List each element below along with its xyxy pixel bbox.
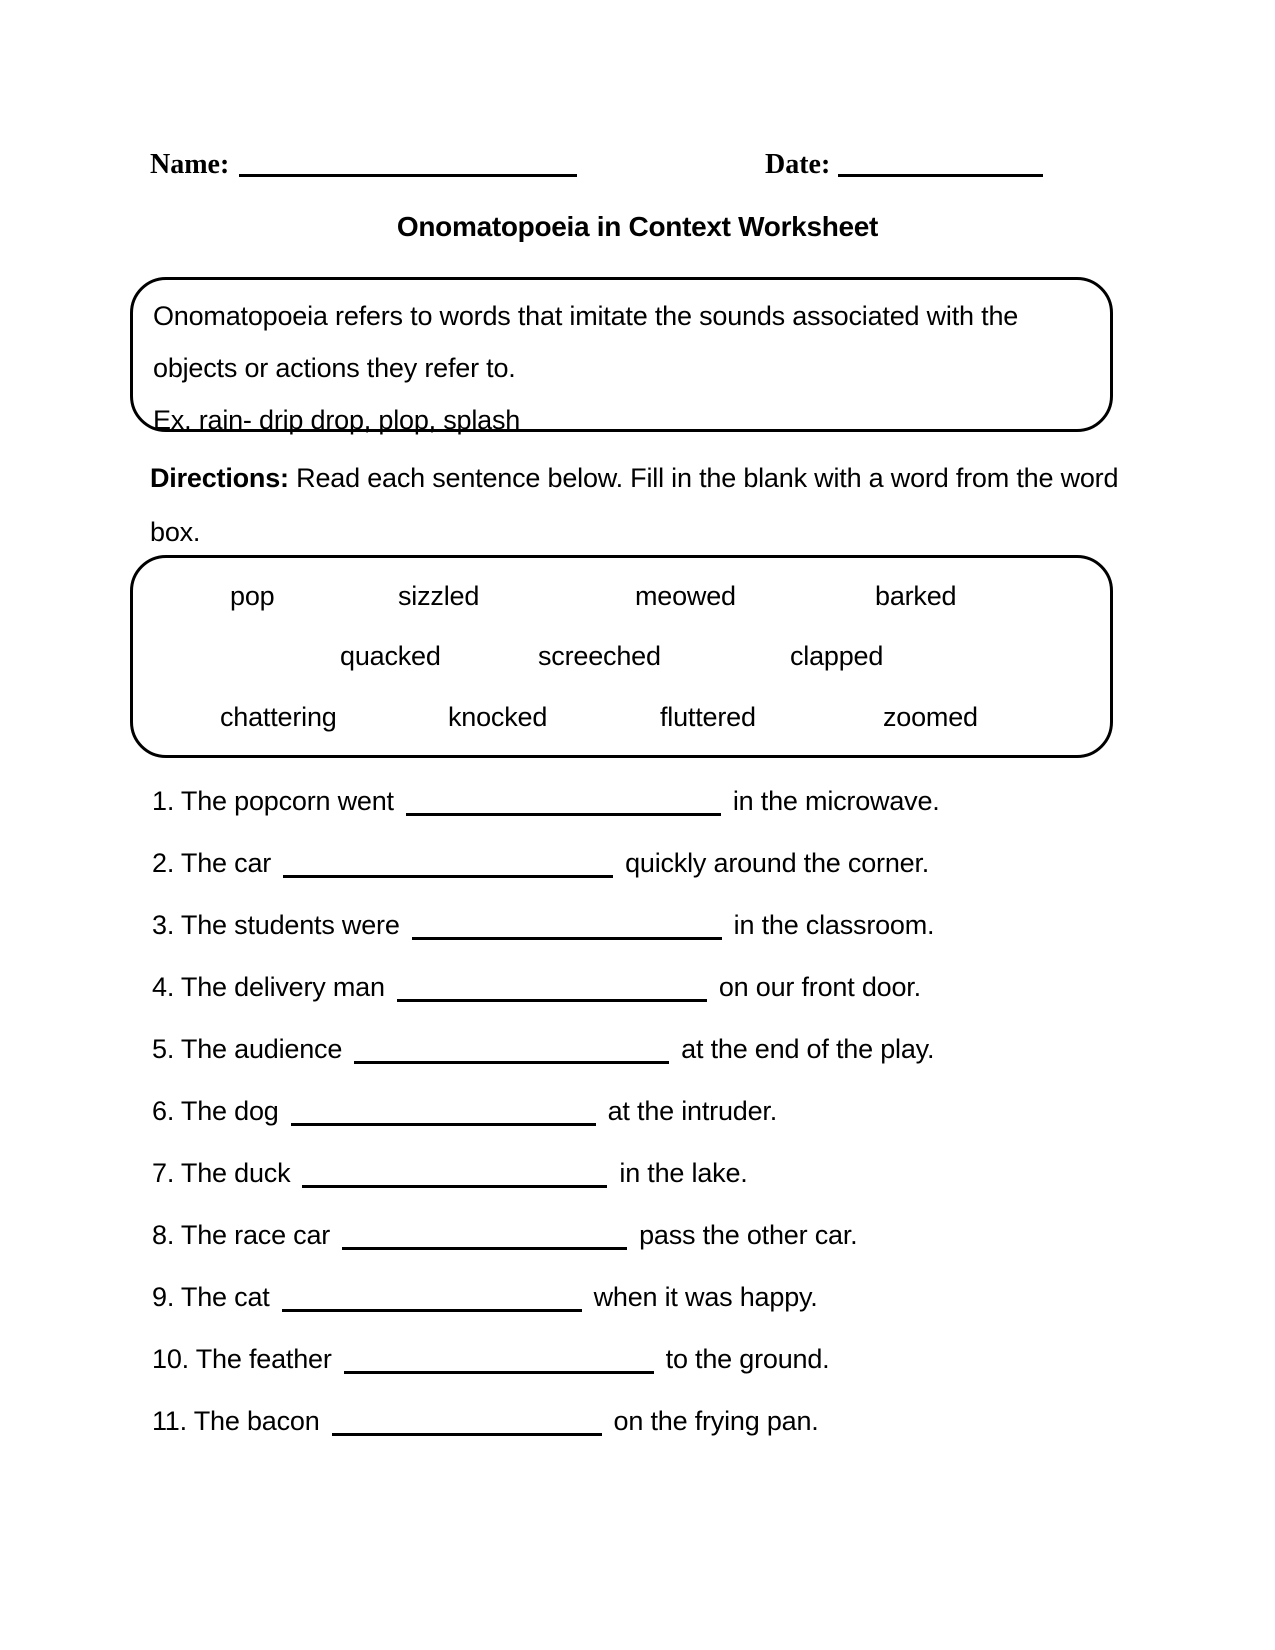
sentence-item	[152, 1080, 940, 1142]
sentence-suffix: on our front door.	[718, 972, 921, 1002]
definition-box	[130, 277, 1113, 435]
directions-label: Directions:	[150, 463, 289, 493]
sentence-prefix: 11. The bacon	[152, 1406, 320, 1436]
definition-line: objects or actions they refer to.	[153, 353, 516, 383]
word-bank-word: zoomed	[883, 702, 978, 732]
sentence-suffix: in the classroom.	[733, 910, 935, 940]
definition-line: Ex. rain- drip drop, plop, splash	[153, 405, 521, 435]
directions-text: Read each sentence below. Fill in the blank with a word from the word	[296, 463, 1119, 493]
name-field-group	[150, 150, 577, 184]
sentence-suffix: in the lake.	[619, 1158, 748, 1188]
word-bank-word: knocked	[448, 702, 548, 732]
date-label: Date:	[765, 149, 831, 180]
sentence-item	[152, 1328, 940, 1390]
name-label: Name:	[150, 149, 230, 180]
date-field-group	[765, 150, 1043, 184]
sentence-prefix: 3. The students were	[152, 910, 400, 940]
sentence-item	[152, 956, 940, 1018]
word-bank-word: chattering	[220, 702, 337, 732]
sentence-suffix: on the frying pan.	[613, 1406, 819, 1436]
definition-line: Onomatopoeia refers to words that imitate the sounds associated with the	[153, 301, 1019, 331]
answer-blank[interactable]	[412, 930, 722, 940]
sentence-suffix: pass the other car.	[639, 1220, 858, 1250]
sentence-prefix: 4. The delivery man	[152, 972, 385, 1002]
sentence-suffix: when it was happy.	[593, 1282, 818, 1312]
sentence-item	[152, 832, 940, 894]
page-title: Onomatopoeia in Context Worksheet	[396, 211, 879, 242]
answer-blank[interactable]	[344, 1364, 654, 1374]
sentence-suffix: at the end of the play.	[681, 1034, 935, 1064]
answer-blank[interactable]	[354, 1054, 669, 1064]
sentence-item	[152, 1018, 940, 1080]
sentence-prefix: 7. The duck	[152, 1158, 291, 1188]
sentence-item	[152, 770, 940, 832]
word-bank-word: fluttered	[660, 702, 756, 732]
sentence-suffix: quickly around the corner.	[625, 848, 930, 878]
sentence-prefix: 8. The race car	[152, 1220, 331, 1250]
word-bank-word: sizzled	[398, 581, 480, 611]
sentence-item	[152, 1204, 940, 1266]
sentence-item	[152, 1266, 940, 1328]
sentence-prefix: 2. The car	[152, 848, 272, 878]
sentence-prefix: 1. The popcorn went	[152, 786, 394, 816]
answer-blank[interactable]	[342, 1240, 627, 1250]
sentence-prefix: 6. The dog	[152, 1096, 279, 1126]
sentence-suffix: in the microwave.	[732, 786, 940, 816]
directions-line: box.	[150, 517, 201, 547]
word-bank-word: meowed	[635, 581, 736, 611]
word-bank-word: barked	[875, 581, 957, 611]
word-bank-box	[130, 555, 1113, 758]
answer-blank[interactable]	[282, 1302, 582, 1312]
sentence-item	[152, 894, 940, 956]
answer-blank[interactable]	[397, 992, 707, 1002]
sentence-suffix: at the intruder.	[607, 1096, 778, 1126]
answer-blank[interactable]	[332, 1426, 602, 1436]
sentence-list	[152, 770, 940, 1452]
word-bank-word: screeched	[538, 641, 661, 671]
directions	[150, 451, 1118, 559]
answer-blank[interactable]	[302, 1178, 607, 1188]
directions-line	[150, 451, 1118, 505]
sentence-item	[152, 1390, 940, 1452]
answer-blank[interactable]	[283, 868, 613, 878]
name-blank[interactable]	[239, 169, 577, 177]
sentence-prefix: 5. The audience	[152, 1034, 343, 1064]
date-blank[interactable]	[838, 169, 1043, 177]
sentence-suffix: to the ground.	[665, 1344, 830, 1374]
sentence-item	[152, 1142, 940, 1204]
word-bank-word: quacked	[340, 641, 441, 671]
word-bank-word: clapped	[790, 641, 884, 671]
sentence-prefix: 10. The feather	[152, 1344, 332, 1374]
sentence-prefix: 9. The cat	[152, 1282, 270, 1312]
answer-blank[interactable]	[406, 806, 721, 816]
answer-blank[interactable]	[291, 1116, 596, 1126]
word-bank-word: pop	[230, 581, 275, 611]
